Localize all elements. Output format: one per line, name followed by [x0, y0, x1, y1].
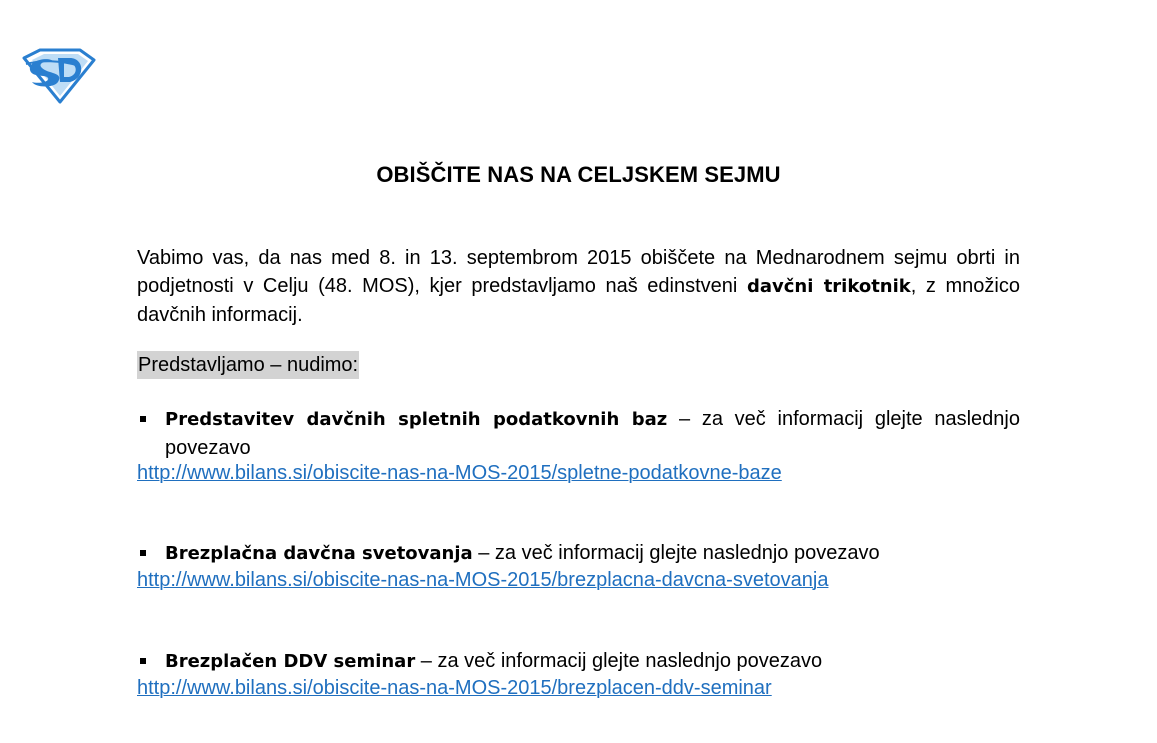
bullet-square-icon [140, 416, 146, 422]
link-spletne-podatkovne-baze[interactable]: http://www.bilans.si/obiscite-nas-na-MOS-2015/spletne-podatkovne-baze [137, 462, 782, 484]
company-logo-icon [20, 48, 96, 104]
link-brezplacna-davcna-svetovanja[interactable]: http://www.bilans.si/obiscite-nas-na-MOS-2015/brezplacna-davcna-svetovanja [137, 569, 829, 591]
list-item-text [165, 539, 1020, 568]
link-brezplacen-ddv-seminar[interactable]: http://www.bilans.si/obiscite-nas-na-MOS-2015/brezplacen-ddv-seminar [137, 677, 772, 699]
intro-text-1: Vabimo vas, da nas med 8. in 13. septembrom 2015 obiščete na Mednarodnem sejmu obrti in podjetnosti v Celju (48. MOS), kjer predstavljamo naš edinstveni [137, 247, 1020, 297]
list-item-text [165, 405, 1020, 462]
page-title: OBIŠČITE NAS NA CELJSKEM SEJMU [376, 162, 781, 187]
list-item [137, 647, 1020, 676]
bullet-square-icon [140, 550, 146, 556]
bullet-square-icon [140, 658, 146, 664]
section-label: Predstavljamo – nudimo: [137, 351, 359, 379]
intro-bold-text: davčni trikotnik [746, 276, 911, 297]
list-item-description: – za več informacij glejte naslednjo povezavo [165, 408, 1020, 459]
list-item [137, 405, 1020, 462]
list-item [137, 539, 1020, 568]
list-item-title: Predstavitev davčnih spletnih podatkovnih baz [165, 409, 668, 430]
list-item-text [165, 647, 1020, 676]
intro-text-2: , z množico davčnih informacij. [137, 275, 1020, 326]
list-item-description: – za več informacij glejte naslednjo povezavo [472, 542, 880, 564]
list-item-description: – za več informacij glejte naslednjo povezavo [415, 650, 823, 672]
list-item-title: Brezplačna davčna svetovanja [165, 543, 473, 564]
list-item-title: Brezplačen DDV seminar [165, 651, 416, 672]
intro-paragraph [137, 244, 1020, 329]
